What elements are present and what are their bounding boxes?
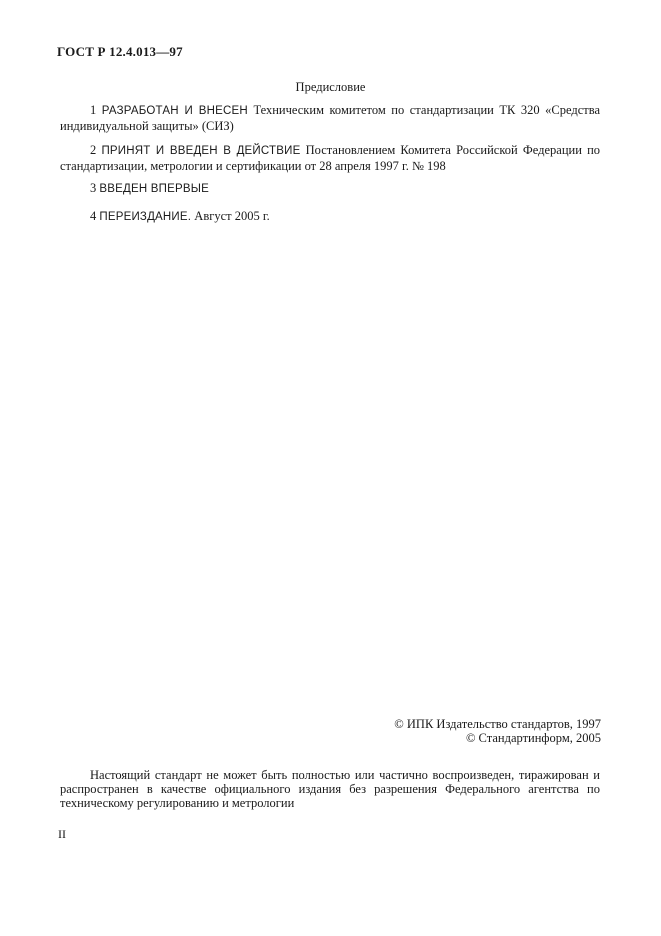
preface-item-4 (60, 209, 600, 225)
preface-item-2 (60, 143, 600, 174)
item-lead: ВВЕДЕН ВПЕРВЫЕ (99, 183, 209, 195)
copyright-line-2: © Стандартинформ, 2005 (465, 731, 601, 745)
item-lead: РАЗРАБОТАН И ВНЕСЕН (101, 105, 248, 117)
item-text: Постановлением Комитета Российской Федерации по стандартизации, метрологии и сертификации от 28 апреля 1997 г. № 198 (60, 143, 601, 173)
reproduction-notice: Настоящий стандарт не может быть полностью или частично воспроизведен, тиражирован и распространен в качестве официального издания без разрешения Федерального агентства по техническому регулированию и метрологии (60, 768, 600, 810)
item-number: 1 (90, 103, 97, 117)
item-lead: ПРИНЯТ И ВВЕДЕН В ДЕЙСТВИЕ (101, 145, 301, 157)
item-text: Август 2005 г. (194, 209, 270, 223)
item-number: 3 (90, 181, 97, 195)
preface-item-1 (60, 103, 600, 134)
copyright-line-1: © ИПК Издательство стандартов, 1997 (394, 717, 601, 731)
item-lead: ПЕРЕИЗДАНИЕ. (99, 211, 192, 223)
preface-item-3 (60, 181, 600, 197)
item-text: Техническим комитетом по стандартизации ТК 320 «Средства индивидуальной защиты» (СИЗ) (60, 103, 601, 133)
item-number: 4 (90, 209, 97, 223)
page-number: II (58, 827, 66, 841)
document-id: ГОСТ Р 12.4.013—97 (57, 44, 183, 59)
item-number: 2 (90, 143, 97, 157)
preface-title: Предисловие (295, 80, 366, 94)
